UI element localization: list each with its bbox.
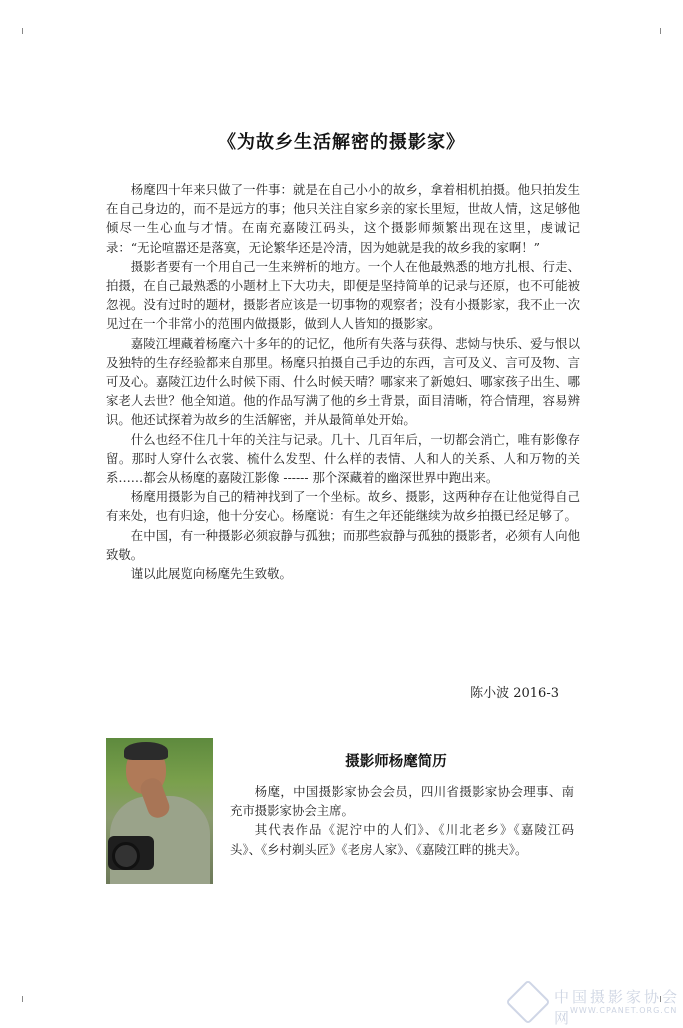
article-title: 《为故乡生活解密的摄影家》 <box>218 132 465 153</box>
crop-mark-bottom-left <box>22 996 23 1002</box>
bio-body <box>230 782 574 859</box>
paragraph: 摄影者要有一个用自己一生来辨析的地方。一个人在他最熟悉的地方扎根、行走、拍摄，在自己最熟悉的小题材上下大功夫，即便是坚持简单的记录与还原，也不可能被忽视。没有过时的题材，摄影者应该是一切事物的观察者；没有小摄影家，我不止一次见过在一个非常小的范围内做摄影，做到人人皆知的摄影家。 <box>106 258 580 332</box>
camera-lens-icon <box>112 842 140 870</box>
portrait-hair <box>124 742 168 760</box>
bio-paragraph: 其代表作品《泥泞中的人们》、《川北老乡》《嘉陵江码头》、《乡村剃头匠》《老房人家》、《嘉陵江畔的挑夫》。 <box>230 822 574 857</box>
paragraph: 杨麾四十年来只做了一件事：就是在自己小小的故乡，拿着相机拍摄。他只拍发生在自己身边的，而不是远方的事；他只关注自家乡亲的家长里短，世故人情，这足够他倾尽一生心血与才情。在南充嘉陵江码头，这个摄影师频繁出现在这里，虔诚记录：“无论喧嚣还是落寞，无论繁华还是冷清，因为她就是我的故乡我的家啊！” <box>106 182 580 255</box>
paragraph: 在中国，有一种摄影必须寂静与孤独；而那些寂静与孤独的摄影者，必须有人向他致敬。 <box>106 527 580 562</box>
paragraph: 杨麾用摄影为自己的精神找到了一个坐标。故乡、摄影，这两种存在让他觉得自己有来处，也有归途，他十分安心。杨麾说：有生之年还能继续为故乡拍摄已经足够了。 <box>106 489 580 524</box>
crop-mark-top-left <box>22 28 23 34</box>
crop-mark-top-right <box>660 28 661 34</box>
paragraph: 什么也经不住几十年的关注与记录。几十、几百年后，一切都会消亡，唯有影像存留。那时人穿什么衣裳、梳什么发型、什么样的表情、人和人的关系、人和万物的关系……都会从杨麾的嘉陵江影像 ------ 那个深藏着的幽深世界中跑出来。 <box>106 431 580 486</box>
site-watermark <box>512 984 682 1027</box>
author-signature: 陈小波 2016-3 <box>470 686 559 701</box>
paragraph: 谨以此展览向杨麾先生致敬。 <box>130 566 292 582</box>
paragraph: 嘉陵江埋藏着杨麾六十多年的的记忆，他所有失落与获得、悲恸与快乐、爱与恨以及独特的生存经验都来自那里。杨麾只拍摄自己手边的东西，言可及义、言可及物、言可及心。嘉陵江边什么时候下雨、什么时候天晴？哪家来了新媳妇、哪家孩子出生、哪家老人去世？他全知道。他的作品写满了他的乡土背景，面目清晰，符合情理，容易辨识。他还试探着为故乡的生活解密，并从最简单处开始。 <box>106 335 580 428</box>
photographer-portrait <box>106 738 213 884</box>
bio-paragraph: 杨麾，中国摄影家协会会员，四川省摄影家协会理事、南充市摄影家协会主席。 <box>230 784 574 819</box>
article-body <box>106 180 580 583</box>
cpanet-logo-icon <box>505 979 550 1024</box>
bio-title: 摄影师杨麾简历 <box>345 753 447 770</box>
watermark-text: 中国摄影家协会网 <box>554 988 681 1027</box>
watermark-url: WWW.CPANET.ORG.CN <box>570 1006 678 1015</box>
